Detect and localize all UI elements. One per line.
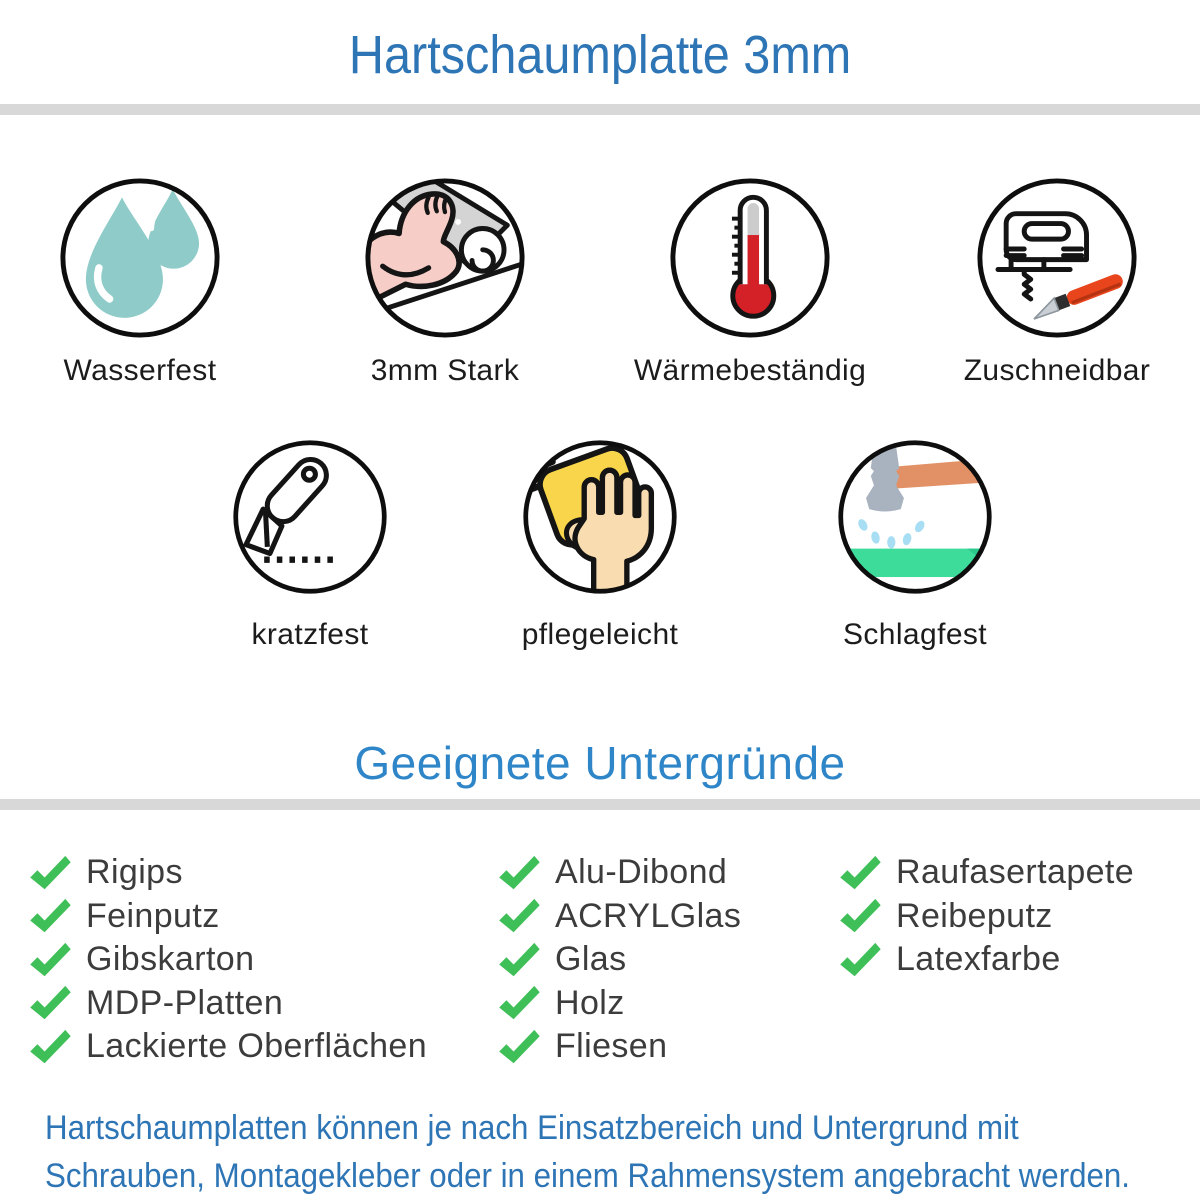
feature-label: pflegeleicht <box>521 618 679 651</box>
check-icon <box>497 985 541 1021</box>
check-icon <box>838 942 882 978</box>
check-icon <box>28 1029 72 1065</box>
feature-wasserfest <box>15 176 265 388</box>
check-icon <box>497 855 541 891</box>
list-item <box>497 853 741 892</box>
feature-label: Schlagfest <box>842 618 988 651</box>
check-icon <box>497 942 541 978</box>
list-item <box>28 853 427 892</box>
substrate-label: Latexfarbe <box>896 940 1061 978</box>
substrate-column-2 <box>497 853 741 1071</box>
check-icon <box>497 898 541 934</box>
thermometer-icon <box>668 176 832 340</box>
note-line-2: Schrauben, Montagekleber oder in einem Rahmensystem angebracht werden. <box>45 1157 1130 1195</box>
utility-knife-icon <box>231 438 389 596</box>
list-item <box>497 1027 741 1066</box>
feature-label: 3mm Stark <box>370 354 520 387</box>
feature-waermebestaendig <box>625 176 875 388</box>
hammer-impact-icon <box>836 438 994 596</box>
feature-label: kratzfest <box>251 618 369 651</box>
feature-label: Wärmebeständig <box>633 354 867 387</box>
list-item <box>838 940 1134 979</box>
check-icon <box>28 898 72 934</box>
page-title: Hartschaumplatte 3mm <box>348 25 852 85</box>
jigsaw-knife-icon <box>975 176 1139 340</box>
check-icon <box>28 855 72 891</box>
substrate-label: Feinputz <box>86 896 220 935</box>
list-item <box>838 897 1134 936</box>
substrate-label: MDP-Platten <box>86 983 284 1022</box>
hand-cloth-icon <box>521 438 679 596</box>
check-icon <box>28 942 72 978</box>
mounting-note <box>45 1104 1185 1200</box>
note-line-1: Hartschaumplatten können je nach Einsatzbereich und Untergrund mit <box>45 1109 1019 1147</box>
feature-label: Wasserfest <box>63 354 217 387</box>
section-title-untergruende: Geeignete Untergründe <box>354 737 846 789</box>
feature-label: Zuschneidbar <box>963 354 1151 387</box>
substrate-label: Rigips <box>86 853 183 891</box>
substrate-label: Raufasertapete <box>896 853 1135 891</box>
substrate-label: Reibeputz <box>896 896 1053 935</box>
substrate-label: ACRYLGlas <box>555 896 742 935</box>
substrate-column-3 <box>838 853 1134 984</box>
feature-kratzfest <box>185 438 435 652</box>
divider-top <box>0 104 1200 115</box>
check-icon <box>838 855 882 891</box>
feature-pflegeleicht <box>475 438 725 652</box>
feature-3mm-stark <box>320 176 570 388</box>
list-item <box>28 897 427 936</box>
substrate-label: Alu-Dibond <box>555 853 728 891</box>
muscle-arm-roll-icon <box>363 176 527 340</box>
substrate-label: Lackierte Oberflächen <box>86 1027 428 1065</box>
substrate-label: Holz <box>555 983 625 1022</box>
list-item <box>28 940 427 979</box>
check-icon <box>838 898 882 934</box>
list-item <box>497 940 741 979</box>
list-item <box>497 984 741 1023</box>
divider-middle <box>0 799 1200 810</box>
substrate-column-1 <box>28 853 427 1071</box>
water-drops-icon <box>58 176 222 340</box>
feature-schlagfest <box>790 438 1040 652</box>
substrate-label: Fliesen <box>555 1027 668 1065</box>
list-item <box>838 853 1134 892</box>
feature-zuschneidbar <box>932 176 1182 388</box>
list-item <box>497 897 741 936</box>
list-item <box>28 1027 427 1066</box>
list-item <box>28 984 427 1023</box>
substrate-label: Glas <box>555 940 627 978</box>
substrate-label: Gibskarton <box>86 940 255 978</box>
check-icon <box>497 1029 541 1065</box>
check-icon <box>28 985 72 1021</box>
